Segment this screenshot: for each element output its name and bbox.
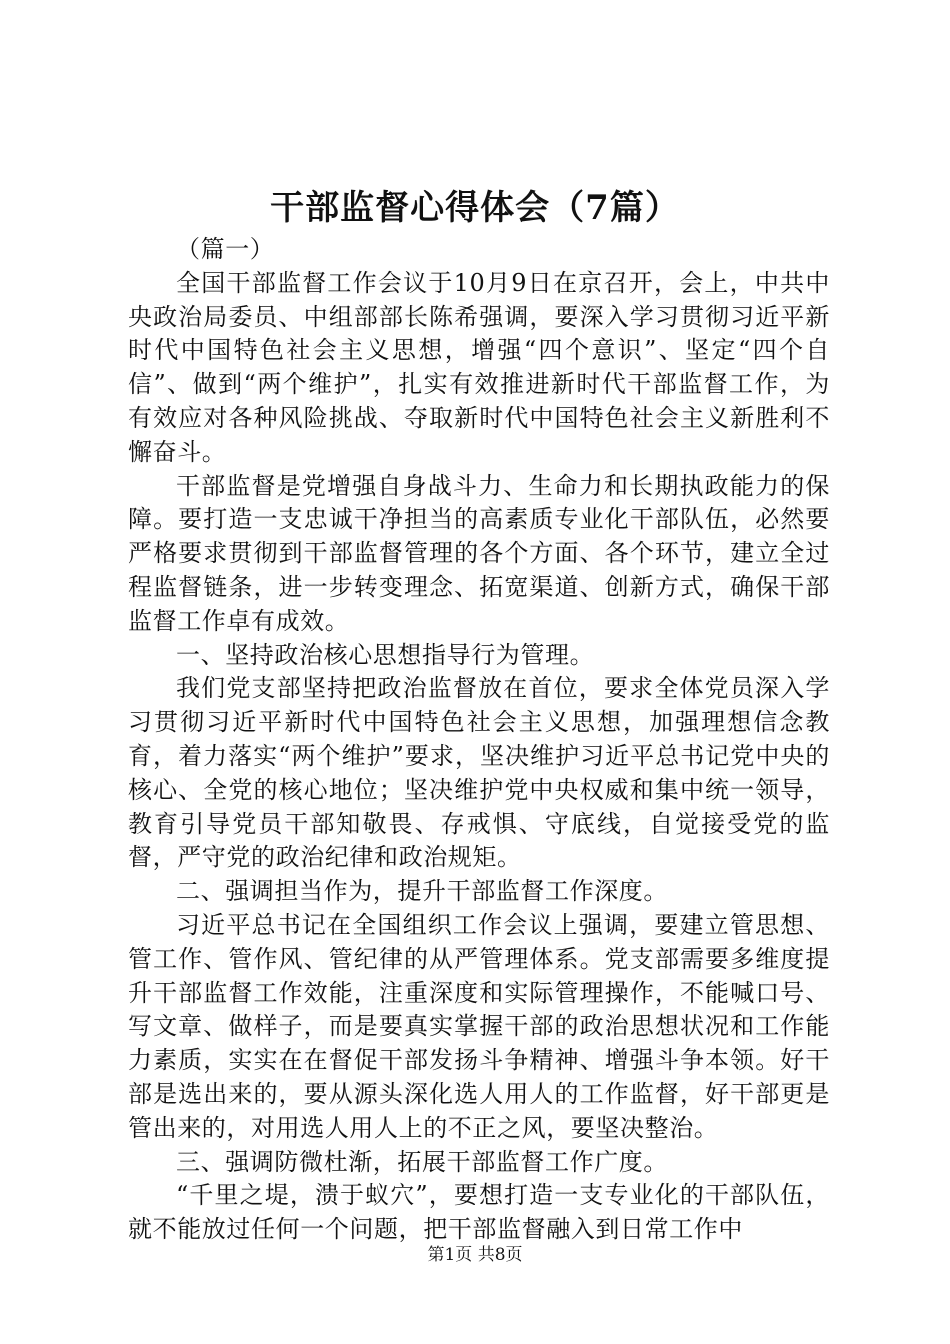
document-title: 干部监督心得体会（7篇） [270,188,680,228]
page-footer: 第1页 共8页 [427,1245,523,1265]
paragraph-2: 干部监督是党增强自身战斗力、生命力和长期执政能力的保障。要打造一支忠诚干净担当的高素质专业化干部队伍，必然要严格要求贯彻到干部监督管理的各个方面、各个环节，建立全过程监督链条，进一步转变理念、拓宽渠道、创新方式，确保干部监督工作卓有成效。 [128,471,830,635]
paragraph-3: 我们党支部坚持把政治监督放在首位，要求全体党员深入学习贯彻习近平新时代中国特色社会主义思想，加强理想信念教育，着力落实“两个维护”要求，坚决维护习近平总书记党中央的核心、全党的核心地位；坚决维护党中央权威和集中统一领导，教育引导党员干部知敬畏、存戒惧、守底线，自觉接受党的监督，严守党的政治纪律和政治规矩。 [128,674,830,872]
paragraph-1: 全国干部监督工作会议于10月9日在京召开，会上，中共中央政治局委员、中组部部长陈希强调，要深入学习贯彻习近平新时代中国特色社会主义思想，增强“四个意识”、坚定“四个自信”、做到“两个维护”，扎实有效推进新时代干部监督工作，为有效应对各种风险挑战、夺取新时代中国特色社会主义新胜利不懈奋斗。 [128,268,830,466]
section-label: （篇一） [176,235,275,263]
heading-2: 二、强调担当作为，提升干部监督工作深度。 [176,877,668,906]
paragraph-5: “千里之堤，溃于蚁穴”，要想打造一支专业化的干部队伍，就不能放过任何一个问题，把干部监督融入到日常工作中 [128,1181,830,1244]
heading-3: 三、强调防微杜渐，拓展干部监督工作广度。 [176,1147,668,1176]
document-body [128,233,830,1247]
heading-1: 一、坚持政治核心思想指导行为管理。 [176,640,595,669]
paragraph-4: 习近平总书记在全国组织工作会议上强调，要建立管思想、管工作、管作风、管纪律的从严管理体系。党支部需要多维度提升干部监督工作效能，注重深度和实际管理操作，不能喊口号、写文章、做样子，而是要真实掌握干部的政治思想状况和工作能力素质，实实在在督促干部发扬斗争精神、增强斗争本领。好干部是选出来的，要从源头深化选人用人的工作监督，好干部更是管出来的，对用选人用人上的不正之风，要坚决整治。 [128,910,830,1142]
